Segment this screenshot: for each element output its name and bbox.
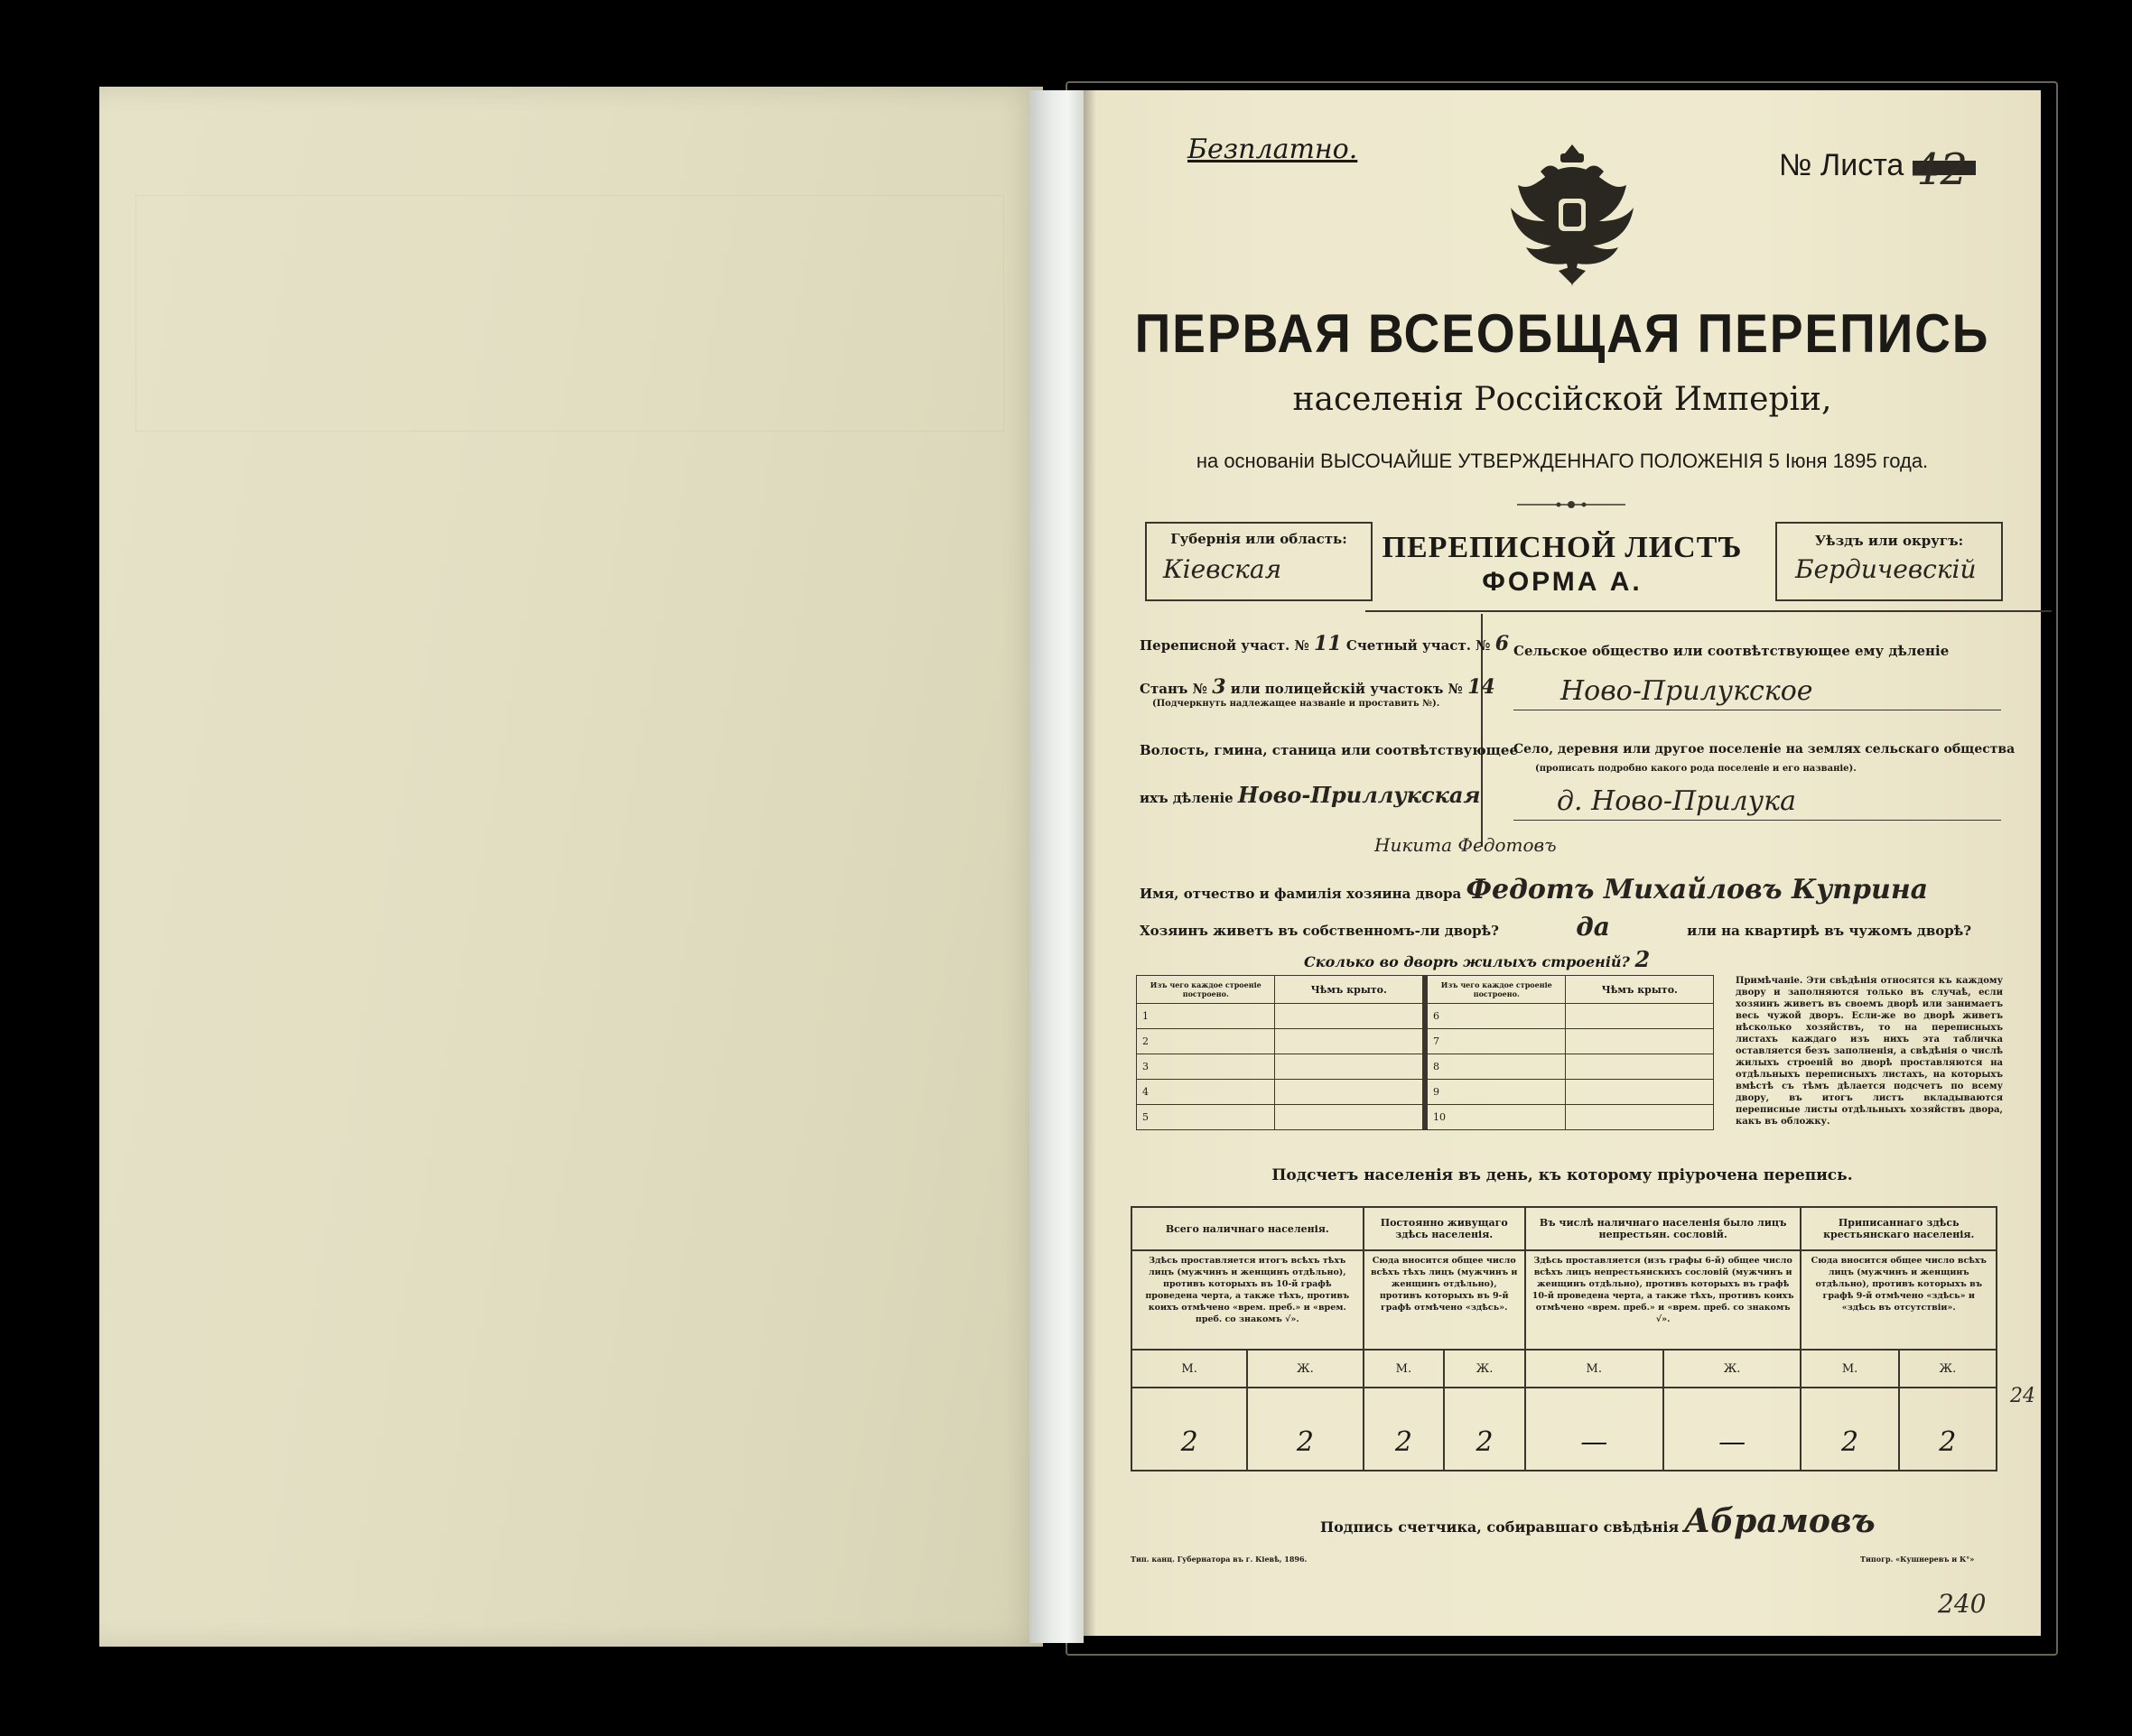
society-label: Сельское общество или соотвѣтствующее ему дѣленіе [1513, 643, 1950, 659]
own-house-label: Хозяинъ живетъ въ собственномъ-ли дворѣ? [1140, 923, 1499, 939]
buildings-label: Сколько во дворѣ жилыхъ строеній? [1304, 953, 1630, 970]
village-line [1513, 820, 2001, 821]
male-label: М. [1525, 1350, 1663, 1388]
house-row [1140, 912, 1971, 942]
buildings-value: 2 [1634, 946, 1651, 972]
owner-value: Федотъ Михайловъ Куприна [1466, 874, 1929, 905]
population-col-desc: Сюда вносится общее число всѣхъ тѣхъ лицъ (мужчинъ и женщинъ отдѣльно), противъ которыхъ въ 9-й графѣ отмѣчено «здѣсь». [1364, 1250, 1525, 1350]
owner-value-above: Никита Федотовъ [1374, 834, 1557, 856]
structure-header-roof-2: Чѣмъ крыто. [1566, 976, 1714, 1004]
structure-header-material: Изъ чего каждое строеніе построено. [1137, 976, 1275, 1004]
note-text: Примѣчаніе. Эти свѣдѣнія относятся къ каждому двору и заполняются только въ случаѣ, если хозяинъ живетъ въ своемъ дворѣ или занимаетъ весь чужой дворъ. Если-же во дворѣ живетъ нѣсколько хозяйствъ, то на переписныхъ листахъ каждаго изъ нихъ эта табличка оставляется безъ заполненія, а свѣдѣнія о числѣ жилыхъ строеній во дворѣ проставляются на отдѣльныхъ переписныхъ листахъ, на которыхъ вмѣстѣ съ тѣмъ дѣлается подсчетъ по всему двору, въ итогъ листъ вкладываются переписные листы отдѣльныхъ хозяйствъ двора, какъ въ обложку. [1736, 976, 2003, 1127]
volost-label: Волость, гмина, станица или соотвѣтствующее [1140, 742, 1518, 758]
row-number: 10 [1425, 1105, 1566, 1130]
row-number: 3 [1137, 1054, 1275, 1080]
police-label: или полицейскій участокъ № [1230, 681, 1463, 697]
province-value: Кіевская [1163, 554, 1282, 584]
census-district-row [1140, 632, 1509, 655]
census-title: ПЕРВАЯ ВСЕОБЩАЯ ПЕРЕПИСЬ [1134, 303, 1990, 364]
table-row [1137, 1105, 1714, 1130]
population-col-desc: Сюда вносится общее число всѣхъ лицъ (мужчинъ и женщинъ отдѣльно), противъ которыхъ въ графѣ 9-й отмѣчено «здѣсь» и «здѣсь въ отсутствіи». [1801, 1250, 1997, 1350]
province-label: Губернія или область: [1170, 531, 1347, 547]
census-district-value: 11 [1314, 632, 1342, 655]
population-value: 2 [1247, 1388, 1363, 1471]
table-row [1137, 1054, 1714, 1080]
row-number: 2 [1137, 1029, 1275, 1054]
population-col-header: Въ числѣ наличнаго населенія было лицъ непрестьян. сословій. [1525, 1207, 1801, 1250]
volost-value: Ново-Приллукская [1237, 782, 1481, 808]
volost-row [1140, 782, 1480, 808]
district-label: Уѣздъ или округъ: [1814, 533, 1964, 549]
district-box [1775, 522, 2003, 601]
signature-row [1320, 1502, 1876, 1540]
female-label: Ж. [1444, 1350, 1525, 1388]
sheet-number-label: № Листа [1779, 148, 1904, 182]
population-col-desc: Здѣсь проставляется итогъ всѣхъ тѣхъ лицъ (мужчинъ и женщинъ отдѣльно), противъ которыхъ въ 10-й графѣ проведена черта, а также тѣхъ, противъ коихъ отмѣчено «врем. преб.» и «врем. преб. со знакомъ √». [1131, 1250, 1364, 1350]
female-label: Ж. [1899, 1350, 1997, 1388]
structure-header-material-2: Изъ чего каждое строеніе построено. [1425, 976, 1566, 1004]
population-table [1131, 1206, 1997, 1471]
village-value: д. Ново-Прилука [1557, 785, 1796, 817]
row-number: 8 [1425, 1054, 1566, 1080]
stan-value: 3 [1212, 675, 1226, 699]
form-rule [1365, 610, 2052, 612]
owner-row [1140, 874, 1928, 905]
ornament-divider [1517, 499, 1625, 510]
population-value: 2 [1801, 1388, 1898, 1471]
signature-value: Абрамовъ [1683, 1502, 1876, 1540]
row-number: 9 [1425, 1080, 1566, 1105]
page-number-handwritten: 240 [1938, 1589, 1987, 1619]
structures-table [1136, 975, 1714, 1130]
village-label: Село, деревня или другое поселеніе на землях сельскаго общества [1513, 742, 2016, 757]
count-district-label: Счетный участ. № [1345, 637, 1491, 654]
population-col-header: Постоянно живущаго здѣсь населенія. [1364, 1207, 1525, 1250]
row-number: 5 [1137, 1105, 1275, 1130]
count-district-value: 6 [1494, 632, 1510, 655]
female-label: Ж. [1663, 1350, 1801, 1388]
population-value: 2 [1444, 1388, 1525, 1471]
stan-label: Станъ № [1140, 681, 1207, 697]
population-value: — [1525, 1388, 1663, 1471]
census-district-label: Переписной участ. № [1140, 637, 1309, 654]
table-row [1137, 1080, 1714, 1105]
society-value: Ново-Прилукское [1560, 675, 1813, 707]
owner-label: Имя, отчество и фамилія хозяина двора [1140, 886, 1462, 902]
structure-header-roof: Чѣмъ крыто. [1275, 976, 1425, 1004]
sheet-number-handwritten: 42 [1913, 144, 1969, 195]
population-value: 2 [1899, 1388, 1997, 1471]
row-number: 4 [1137, 1080, 1275, 1105]
district-value: Бердичевскій [1795, 554, 1977, 584]
signature-label: Подпись счетчика, собиравшаго свѣдѣнія [1320, 1518, 1680, 1536]
population-title: Подсчетъ населенія въ день, къ которому пріурочена перепись. [1271, 1166, 1853, 1184]
table-row [1137, 1004, 1714, 1029]
table-row [1137, 1029, 1714, 1054]
row-number: 6 [1425, 1004, 1566, 1029]
census-subtitle: населенія Россійской Имперіи, [1292, 381, 1832, 418]
free-of-charge-label: Безплатно. [1187, 134, 1358, 165]
province-box [1145, 522, 1373, 601]
population-value: 2 [1131, 1388, 1247, 1471]
bleed-through-table [135, 195, 1004, 432]
double-headed-eagle-icon [1504, 135, 1640, 289]
population-value: — [1663, 1388, 1801, 1471]
male-label: М. [1364, 1350, 1445, 1388]
male-label: М. [1131, 1350, 1247, 1388]
stan-row [1140, 675, 1495, 699]
population-col-header: Приписаннаго здѣсь крестьянскаго населенія. [1801, 1207, 1997, 1250]
margin-number: 24 [2010, 1385, 2035, 1407]
stan-note: (Подчеркнуть надлежащее названіе и проставить №). [1152, 699, 1440, 709]
buildings-row [1304, 946, 1650, 972]
legal-basis-line: на основаніи ВЫСОЧАЙШЕ УТВЕРЖДЕННАГО ПОЛОЖЕНІЯ 5 Іюня 1895 года. [1196, 450, 1929, 472]
police-value: 14 [1467, 675, 1495, 699]
population-col-desc: Здѣсь проставляется (изъ графы 6-й) общее число всѣхъ лицъ непрестьянскихъ сословій (мужчинъ и женщинъ отдѣльно), противъ которыхъ въ графѣ 10-й проведена черта, а также тѣхъ, противъ коихъ отмѣчено «врем. преб.» и «врем. преб. со знакомъ √». [1525, 1250, 1801, 1350]
male-label: М. [1801, 1350, 1898, 1388]
village-note: (прописать подробно какого рода поселеніе и его названіе). [1535, 764, 1857, 774]
printer-left: Тип. канц. Губернатора въ г. Кіевѣ, 1896. [1131, 1555, 1308, 1564]
population-col-header: Всего наличнаго населенія. [1131, 1207, 1364, 1250]
book-gutter [1029, 90, 1084, 1643]
printer-right: Типогр. «Кушнеревъ и К°» [1860, 1555, 1975, 1564]
form-id: ФОРМА А. [1482, 567, 1643, 597]
population-value: 2 [1364, 1388, 1445, 1471]
volost-label-2: ихъ дѣленіе [1140, 790, 1234, 806]
row-number: 7 [1425, 1029, 1566, 1054]
own-house-value: да [1576, 912, 1610, 942]
female-label: Ж. [1247, 1350, 1363, 1388]
blank-left-page [99, 87, 1043, 1647]
apartment-label: или на квартирѣ въ чужомъ дворѣ? [1687, 923, 1972, 939]
row-number: 1 [1137, 1004, 1275, 1029]
form-title: ПЕРЕПИСНОЙ ЛИСТЪ [1382, 531, 1743, 564]
